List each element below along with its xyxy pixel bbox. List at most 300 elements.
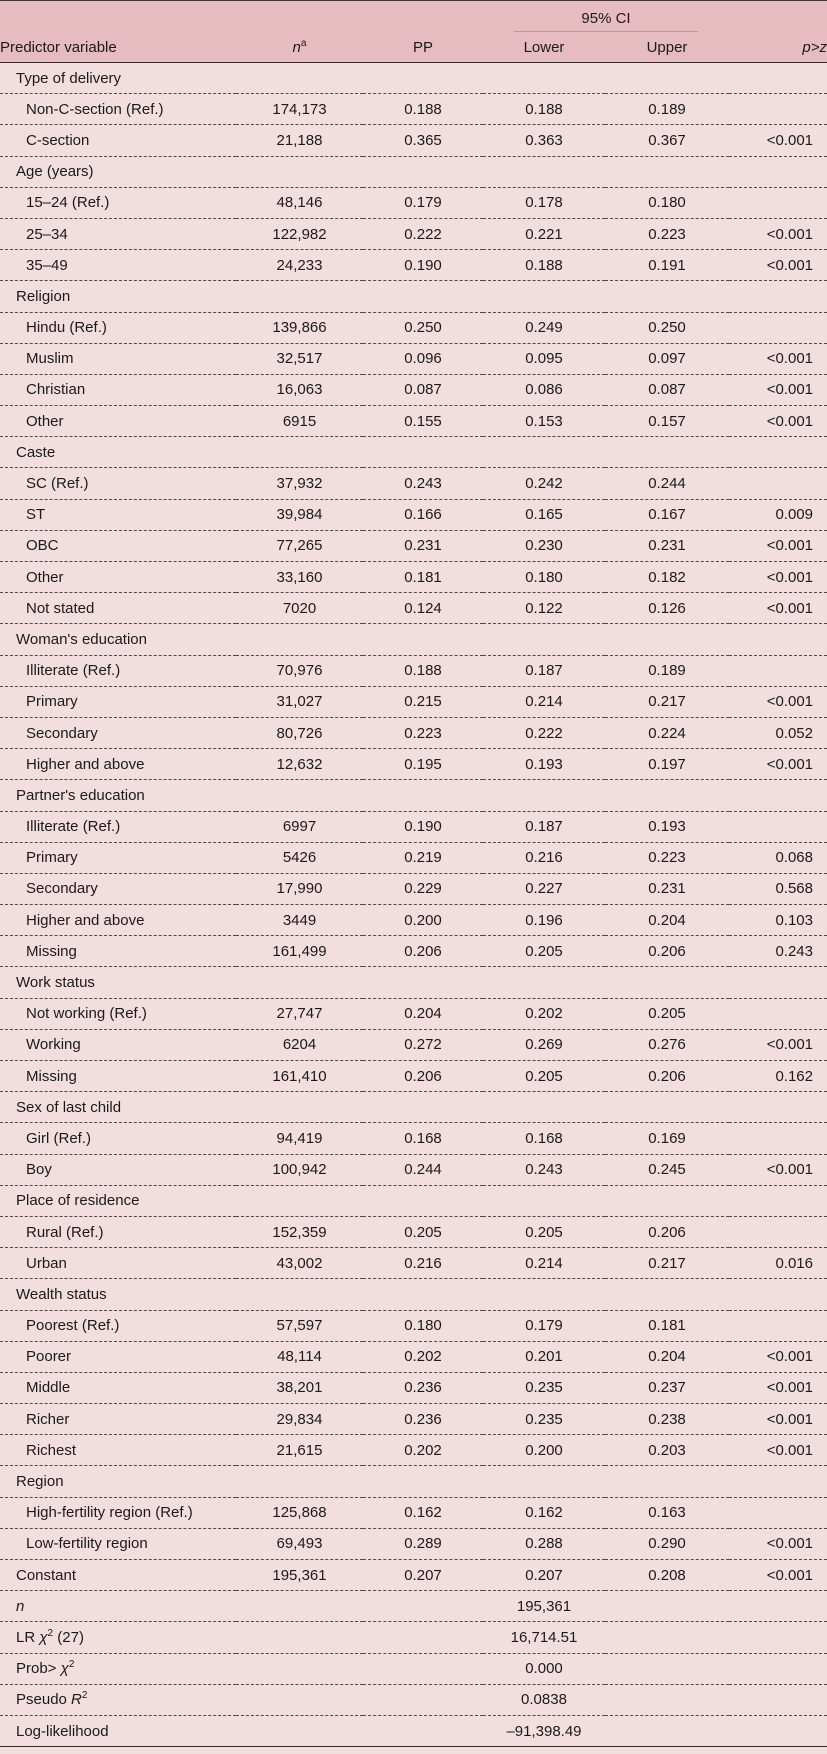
cell-n: 37,932	[236, 468, 363, 499]
cell-n: 48,146	[236, 187, 363, 218]
row-label: Other	[0, 562, 236, 593]
table-row	[0, 655, 827, 686]
cell-upper: 0.204	[605, 905, 729, 936]
category-row	[0, 437, 827, 468]
table-row	[0, 686, 827, 717]
stat-row	[0, 1684, 827, 1715]
table-row	[0, 468, 827, 499]
table-row	[0, 1061, 827, 1092]
cell-p	[729, 1123, 827, 1154]
cell-lower: 0.188	[483, 250, 605, 281]
row-label: Other	[0, 406, 236, 437]
cell-p	[729, 1216, 827, 1247]
cell-lower: 0.227	[483, 873, 605, 904]
cell-pp: 0.195	[363, 749, 483, 780]
cell-p: 0.162	[729, 1061, 827, 1092]
cell-lower: 0.188	[483, 94, 605, 125]
cell-n: 33,160	[236, 562, 363, 593]
cell-n: 16,063	[236, 374, 363, 405]
cell-lower: 0.221	[483, 218, 605, 249]
cell-upper: 0.126	[605, 593, 729, 624]
cell-pp: 0.250	[363, 312, 483, 343]
header-upper: Upper	[605, 32, 729, 63]
cell-pp: 0.200	[363, 905, 483, 936]
row-label: SC (Ref.)	[0, 468, 236, 499]
cell-lower: 0.207	[483, 1560, 605, 1591]
cell-pp: 0.168	[363, 1123, 483, 1154]
category-label: Place of residence	[0, 1185, 827, 1216]
cell-lower: 0.178	[483, 187, 605, 218]
table-row	[0, 530, 827, 561]
cell-p: <0.001	[729, 1154, 827, 1185]
cell-upper: 0.276	[605, 1029, 729, 1060]
table-row	[0, 187, 827, 218]
header-lower: Lower	[483, 32, 605, 63]
cell-pp: 0.207	[363, 1560, 483, 1591]
stat-value: –91,398.49	[483, 1715, 605, 1746]
row-label: Higher and above	[0, 905, 236, 936]
table-row	[0, 1029, 827, 1060]
table-row	[0, 218, 827, 249]
cell-pp: 0.223	[363, 717, 483, 748]
stat-value: 16,714.51	[483, 1622, 605, 1653]
cell-n: 27,747	[236, 998, 363, 1029]
row-label: Primary	[0, 686, 236, 717]
cell-upper: 0.208	[605, 1560, 729, 1591]
cell-p: 0.243	[729, 936, 827, 967]
cell-p: <0.001	[729, 125, 827, 156]
cell-lower: 0.201	[483, 1341, 605, 1372]
cell-lower: 0.214	[483, 686, 605, 717]
cell-lower: 0.269	[483, 1029, 605, 1060]
category-row	[0, 780, 827, 811]
cell-lower: 0.196	[483, 905, 605, 936]
cell-n: 139,866	[236, 312, 363, 343]
cell-lower: 0.153	[483, 406, 605, 437]
cell-upper: 0.205	[605, 998, 729, 1029]
table-row	[0, 593, 827, 624]
cell-pp: 0.188	[363, 655, 483, 686]
cell-n: 125,868	[236, 1497, 363, 1528]
category-label: Partner's education	[0, 780, 827, 811]
cell-lower: 0.165	[483, 499, 605, 530]
stat-row	[0, 1622, 827, 1653]
row-label: Boy	[0, 1154, 236, 1185]
table-row	[0, 1372, 827, 1403]
cell-lower: 0.205	[483, 1216, 605, 1247]
cell-p	[729, 312, 827, 343]
row-label: Primary	[0, 842, 236, 873]
cell-lower: 0.193	[483, 749, 605, 780]
table-row	[0, 499, 827, 530]
table-row	[0, 1404, 827, 1435]
cell-lower: 0.187	[483, 811, 605, 842]
cell-p: <0.001	[729, 1341, 827, 1372]
cell-lower: 0.202	[483, 998, 605, 1029]
cell-p: <0.001	[729, 1404, 827, 1435]
cell-n: 152,359	[236, 1216, 363, 1247]
cell-p: <0.001	[729, 686, 827, 717]
table-row	[0, 1123, 827, 1154]
table-row	[0, 374, 827, 405]
row-label: OBC	[0, 530, 236, 561]
stat-value: 0.000	[483, 1653, 605, 1684]
table-row	[0, 905, 827, 936]
table-row	[0, 873, 827, 904]
cell-n: 122,982	[236, 218, 363, 249]
cell-upper: 0.231	[605, 873, 729, 904]
category-label: Caste	[0, 437, 827, 468]
cell-upper: 0.163	[605, 1497, 729, 1528]
cell-p: <0.001	[729, 1560, 827, 1591]
stat-label: Pseudo $R^2$	[0, 1684, 236, 1715]
cell-lower: 0.162	[483, 1497, 605, 1528]
cell-lower: 0.230	[483, 530, 605, 561]
table-row	[0, 406, 827, 437]
cell-pp: 0.216	[363, 1248, 483, 1279]
cell-n: 29,834	[236, 1404, 363, 1435]
cell-n: 39,984	[236, 499, 363, 530]
cell-p: <0.001	[729, 562, 827, 593]
cell-p: <0.001	[729, 1528, 827, 1559]
table-row	[0, 1435, 827, 1466]
table-row	[0, 1528, 827, 1559]
table-row	[0, 312, 827, 343]
category-label: Work status	[0, 967, 827, 998]
cell-pp: 0.124	[363, 593, 483, 624]
row-label: Not working (Ref.)	[0, 998, 236, 1029]
cell-n: 94,419	[236, 1123, 363, 1154]
row-label: Higher and above	[0, 749, 236, 780]
row-label: Secondary	[0, 873, 236, 904]
cell-p: 0.052	[729, 717, 827, 748]
header-predictor: Predictor variable	[0, 32, 236, 63]
table-row	[0, 811, 827, 842]
cell-n: 6204	[236, 1029, 363, 1060]
category-row	[0, 1466, 827, 1497]
table-row	[0, 998, 827, 1029]
cell-upper: 0.224	[605, 717, 729, 748]
cell-upper: 0.169	[605, 1123, 729, 1154]
cell-pp: 0.190	[363, 811, 483, 842]
cell-pp: 0.096	[363, 343, 483, 374]
cell-upper: 0.167	[605, 499, 729, 530]
cell-upper: 0.097	[605, 343, 729, 374]
cell-n: 21,188	[236, 125, 363, 156]
cell-pp: 0.179	[363, 187, 483, 218]
stat-value: 195,361	[483, 1591, 605, 1622]
cell-lower: 0.200	[483, 1435, 605, 1466]
stat-label: Prob> $\chi^2$	[0, 1653, 236, 1684]
category-label: Wealth status	[0, 1279, 827, 1310]
table-row	[0, 343, 827, 374]
row-label: Urban	[0, 1248, 236, 1279]
cell-lower: 0.235	[483, 1404, 605, 1435]
stat-value: 0.0838	[483, 1684, 605, 1715]
cell-p: <0.001	[729, 1435, 827, 1466]
cell-pp: 0.236	[363, 1404, 483, 1435]
category-label: Religion	[0, 281, 827, 312]
category-label: Age (years)	[0, 156, 827, 187]
table-row	[0, 94, 827, 125]
row-label: Richer	[0, 1404, 236, 1435]
row-label: 35–49	[0, 250, 236, 281]
table-row	[0, 1248, 827, 1279]
cell-upper: 0.245	[605, 1154, 729, 1185]
cell-upper: 0.290	[605, 1528, 729, 1559]
row-label: Middle	[0, 1372, 236, 1403]
cell-pp: 0.087	[363, 374, 483, 405]
header-pp: PP	[363, 32, 483, 63]
cell-n: 24,233	[236, 250, 363, 281]
cell-pp: 0.181	[363, 562, 483, 593]
cell-pp: 0.243	[363, 468, 483, 499]
cell-upper: 0.180	[605, 187, 729, 218]
row-label: 25–34	[0, 218, 236, 249]
cell-lower: 0.214	[483, 1248, 605, 1279]
cell-n: 69,493	[236, 1528, 363, 1559]
cell-pp: 0.202	[363, 1341, 483, 1372]
cell-p: 0.568	[729, 873, 827, 904]
cell-p	[729, 94, 827, 125]
cell-upper: 0.197	[605, 749, 729, 780]
cell-lower: 0.205	[483, 1061, 605, 1092]
cell-pp: 0.222	[363, 218, 483, 249]
row-label: Non-C-section (Ref.)	[0, 94, 236, 125]
cell-upper: 0.193	[605, 811, 729, 842]
cell-n: 6997	[236, 811, 363, 842]
cell-pp: 0.215	[363, 686, 483, 717]
cell-p: <0.001	[729, 343, 827, 374]
table-row	[0, 1497, 827, 1528]
cell-pp: 0.180	[363, 1310, 483, 1341]
row-label: Working	[0, 1029, 236, 1060]
cell-lower: 0.205	[483, 936, 605, 967]
cell-p: <0.001	[729, 1372, 827, 1403]
stat-label: Log-likelihood	[0, 1715, 236, 1746]
cell-pp: 0.229	[363, 873, 483, 904]
cell-lower: 0.168	[483, 1123, 605, 1154]
cell-upper: 0.087	[605, 374, 729, 405]
cell-n: 6915	[236, 406, 363, 437]
table-row	[0, 1310, 827, 1341]
cell-upper: 0.204	[605, 1341, 729, 1372]
row-label: Muslim	[0, 343, 236, 374]
category-row	[0, 967, 827, 998]
cell-p	[729, 1497, 827, 1528]
cell-lower: 0.179	[483, 1310, 605, 1341]
stat-row	[0, 1715, 827, 1746]
table-row	[0, 842, 827, 873]
row-label: Richest	[0, 1435, 236, 1466]
cell-n: 43,002	[236, 1248, 363, 1279]
cell-lower: 0.243	[483, 1154, 605, 1185]
row-label: Illiterate (Ref.)	[0, 811, 236, 842]
row-label: 15–24 (Ref.)	[0, 187, 236, 218]
cell-upper: 0.217	[605, 686, 729, 717]
cell-p: <0.001	[729, 218, 827, 249]
cell-upper: 0.182	[605, 562, 729, 593]
cell-upper: 0.181	[605, 1310, 729, 1341]
header-n: $n^a$	[236, 32, 363, 63]
cell-n: 17,990	[236, 873, 363, 904]
row-label: Constant	[0, 1560, 236, 1591]
table-row	[0, 1341, 827, 1372]
row-label: Illiterate (Ref.)	[0, 655, 236, 686]
cell-n: 12,632	[236, 749, 363, 780]
cell-lower: 0.249	[483, 312, 605, 343]
cell-lower: 0.288	[483, 1528, 605, 1559]
row-label: Low-fertility region	[0, 1528, 236, 1559]
cell-lower: 0.180	[483, 562, 605, 593]
table-row	[0, 250, 827, 281]
cell-upper: 0.191	[605, 250, 729, 281]
stat-label: LR $\chi^2$ (27)	[0, 1622, 236, 1653]
row-label: Poorer	[0, 1341, 236, 1372]
cell-upper: 0.238	[605, 1404, 729, 1435]
table-row	[0, 562, 827, 593]
table-row	[0, 936, 827, 967]
cell-upper: 0.189	[605, 94, 729, 125]
cell-pp: 0.188	[363, 94, 483, 125]
stat-row	[0, 1591, 827, 1622]
cell-lower: 0.363	[483, 125, 605, 156]
cell-pp: 0.231	[363, 530, 483, 561]
cell-n: 195,361	[236, 1560, 363, 1591]
stat-row	[0, 1653, 827, 1684]
cell-upper: 0.206	[605, 1216, 729, 1247]
cell-n: 21,615	[236, 1435, 363, 1466]
cell-pp: 0.289	[363, 1528, 483, 1559]
table-row	[0, 1216, 827, 1247]
cell-upper: 0.157	[605, 406, 729, 437]
cell-upper: 0.237	[605, 1372, 729, 1403]
cell-pp: 0.219	[363, 842, 483, 873]
cell-n: 80,726	[236, 717, 363, 748]
stat-label: n	[0, 1591, 236, 1622]
row-label: Christian	[0, 374, 236, 405]
cell-pp: 0.206	[363, 936, 483, 967]
row-label: Rural (Ref.)	[0, 1216, 236, 1247]
table-row	[0, 1560, 827, 1591]
cell-upper: 0.206	[605, 936, 729, 967]
cell-n: 161,499	[236, 936, 363, 967]
cell-p: <0.001	[729, 530, 827, 561]
cell-upper: 0.223	[605, 218, 729, 249]
category-row	[0, 1092, 827, 1123]
cell-upper: 0.189	[605, 655, 729, 686]
category-row	[0, 1185, 827, 1216]
cell-n: 48,114	[236, 1341, 363, 1372]
row-label: Secondary	[0, 717, 236, 748]
cell-n: 70,976	[236, 655, 363, 686]
cell-lower: 0.242	[483, 468, 605, 499]
table-row	[0, 1154, 827, 1185]
cell-lower: 0.235	[483, 1372, 605, 1403]
table-header-row	[0, 32, 827, 63]
cell-upper: 0.203	[605, 1435, 729, 1466]
cell-pp: 0.272	[363, 1029, 483, 1060]
cell-pp: 0.204	[363, 998, 483, 1029]
cell-n: 161,410	[236, 1061, 363, 1092]
cell-n: 32,517	[236, 343, 363, 374]
cell-n: 7020	[236, 593, 363, 624]
cell-pp: 0.244	[363, 1154, 483, 1185]
cell-lower: 0.222	[483, 717, 605, 748]
category-label: Sex of last child	[0, 1092, 827, 1123]
row-label: Missing	[0, 1061, 236, 1092]
row-label: Girl (Ref.)	[0, 1123, 236, 1154]
cell-n: 77,265	[236, 530, 363, 561]
cell-n: 174,173	[236, 94, 363, 125]
cell-p: 0.009	[729, 499, 827, 530]
cell-p: <0.001	[729, 593, 827, 624]
cell-lower: 0.122	[483, 593, 605, 624]
cell-p: <0.001	[729, 250, 827, 281]
cell-lower: 0.086	[483, 374, 605, 405]
cell-upper: 0.217	[605, 1248, 729, 1279]
cell-p: <0.001	[729, 749, 827, 780]
table-row	[0, 717, 827, 748]
cell-p	[729, 187, 827, 218]
cell-pp: 0.365	[363, 125, 483, 156]
cell-pp: 0.202	[363, 1435, 483, 1466]
category-row	[0, 63, 827, 94]
cell-n: 31,027	[236, 686, 363, 717]
cell-pp: 0.155	[363, 406, 483, 437]
row-label: C-section	[0, 125, 236, 156]
cell-p: <0.001	[729, 374, 827, 405]
cell-lower: 0.216	[483, 842, 605, 873]
row-label: ST	[0, 499, 236, 530]
category-label: Woman's education	[0, 624, 827, 655]
cell-pp: 0.162	[363, 1497, 483, 1528]
cell-p: <0.001	[729, 406, 827, 437]
category-label: Region	[0, 1466, 827, 1497]
cell-p: 0.068	[729, 842, 827, 873]
table-row	[0, 125, 827, 156]
cell-p	[729, 998, 827, 1029]
category-row	[0, 624, 827, 655]
cell-p	[729, 811, 827, 842]
category-row	[0, 1279, 827, 1310]
cell-lower: 0.187	[483, 655, 605, 686]
cell-pp: 0.206	[363, 1061, 483, 1092]
cell-p: 0.016	[729, 1248, 827, 1279]
cell-n: 100,942	[236, 1154, 363, 1185]
category-row	[0, 281, 827, 312]
cell-pp: 0.166	[363, 499, 483, 530]
table-body	[0, 63, 827, 1747]
cell-upper: 0.244	[605, 468, 729, 499]
ci-header: 95% CI	[483, 1, 729, 33]
row-label: Missing	[0, 936, 236, 967]
cell-upper: 0.231	[605, 530, 729, 561]
cell-upper: 0.206	[605, 1061, 729, 1092]
row-label: Hindu (Ref.)	[0, 312, 236, 343]
cell-p	[729, 1310, 827, 1341]
cell-p: <0.001	[729, 1029, 827, 1060]
cell-upper: 0.250	[605, 312, 729, 343]
cell-lower: 0.095	[483, 343, 605, 374]
table-row	[0, 749, 827, 780]
category-row	[0, 156, 827, 187]
cell-p	[729, 468, 827, 499]
cell-p: 0.103	[729, 905, 827, 936]
cell-upper: 0.223	[605, 842, 729, 873]
cell-pp: 0.190	[363, 250, 483, 281]
row-label: High-fertility region (Ref.)	[0, 1497, 236, 1528]
